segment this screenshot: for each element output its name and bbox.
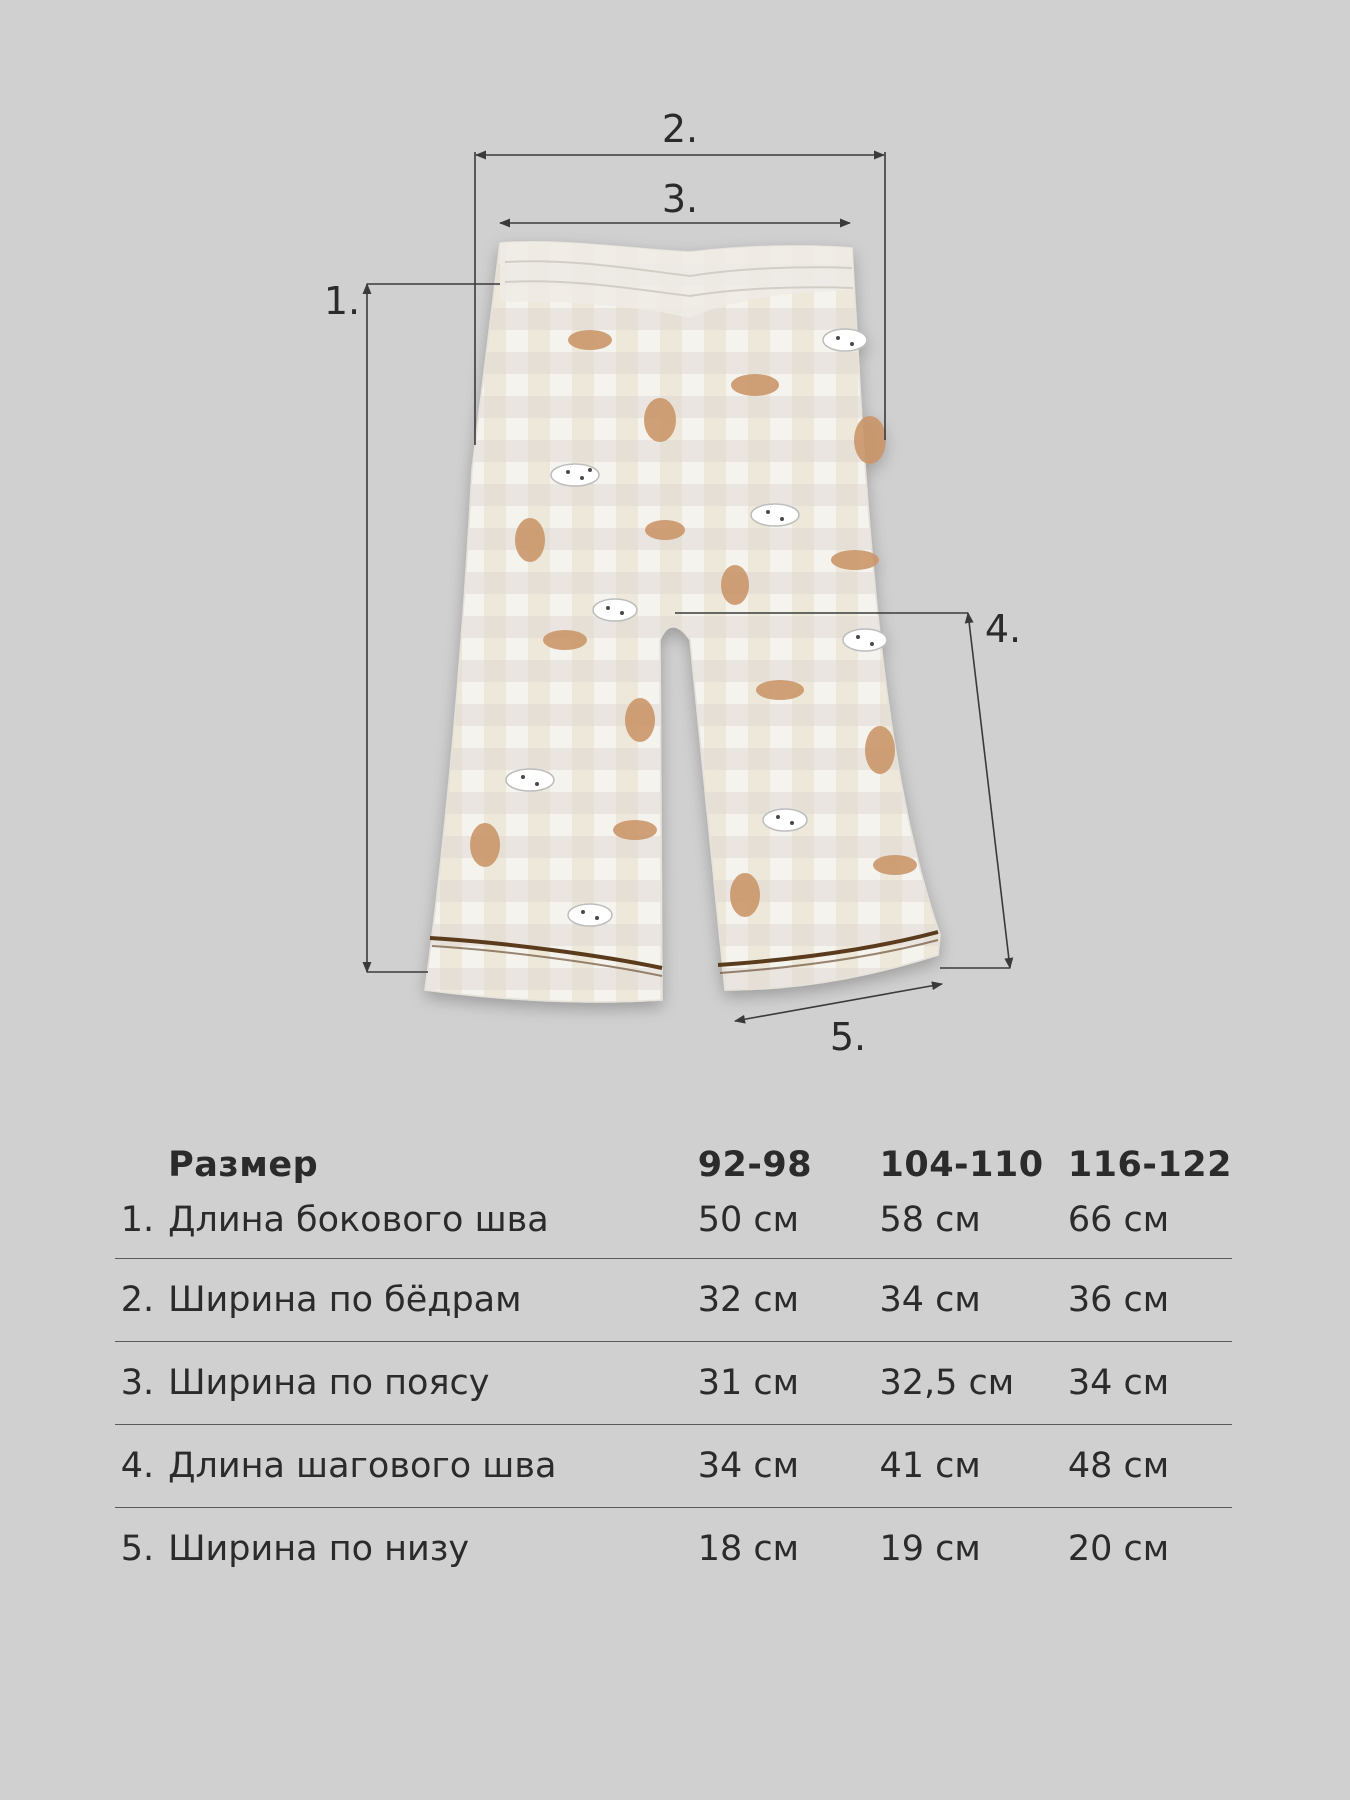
table-row xyxy=(115,1424,1232,1507)
measurement-value: 18 см xyxy=(698,1507,880,1590)
dimension-label-4: 4. xyxy=(984,607,1022,651)
measurement-value: 58 см xyxy=(879,1200,981,1240)
header-size-104-110: 104-110 xyxy=(879,1145,1044,1185)
row-number: 1. xyxy=(120,1200,155,1240)
measurement-value: 31 см xyxy=(698,1341,880,1424)
measurement-value: 66 см xyxy=(1067,1200,1170,1240)
measurement-name: Ширина по поясу xyxy=(168,1341,698,1424)
measurement-value: 36 см xyxy=(1068,1258,1232,1341)
measurement-value: 32 см xyxy=(698,1258,880,1341)
table-row xyxy=(115,1200,1232,1258)
measurement-value: 19 см xyxy=(879,1507,1067,1590)
header-spacer xyxy=(115,1130,168,1200)
measurement-value: 50 см xyxy=(697,1200,800,1240)
table-row xyxy=(115,1258,1232,1341)
measurement-name: Ширина по низу xyxy=(168,1507,698,1590)
measurement-value: 34 см xyxy=(879,1258,1067,1341)
dimension-3-waist-width xyxy=(500,177,850,223)
measurement-name: Длина шагового шва xyxy=(168,1424,698,1507)
size-header-row xyxy=(115,1130,1232,1200)
measurement-value: 20 см xyxy=(1068,1507,1232,1590)
row-number: 5. xyxy=(120,1528,155,1569)
measurement-value: 48 см xyxy=(1068,1424,1232,1507)
dimension-label-1: 1. xyxy=(323,279,361,323)
table-row xyxy=(115,1507,1232,1590)
measurement-value: 41 см xyxy=(879,1424,1067,1507)
row-number: 2. xyxy=(120,1279,155,1320)
pants-body xyxy=(425,242,940,1002)
table-row xyxy=(115,1341,1232,1424)
measurement-name: Длина бокового шва xyxy=(168,1200,549,1240)
measurement-value: 34 см xyxy=(698,1424,880,1507)
dimension-5-hem-width xyxy=(735,984,942,1059)
dimension-label-5: 5. xyxy=(829,1015,867,1059)
size-chart-table xyxy=(115,1130,1232,1590)
header-size-92-98: 92-98 xyxy=(697,1145,813,1185)
row-number: 3. xyxy=(120,1362,155,1403)
pants-illustration xyxy=(425,242,940,1002)
dimension-label-2: 2. xyxy=(661,107,699,151)
measurement-value: 32,5 см xyxy=(879,1341,1067,1424)
header-size-label: Размер xyxy=(168,1145,319,1185)
measurement-value: 34 см xyxy=(1068,1341,1232,1424)
header-size-116-122: 116-122 xyxy=(1067,1145,1232,1185)
measurement-name: Ширина по бёдрам xyxy=(168,1258,698,1341)
row-number: 4. xyxy=(120,1445,155,1486)
dimension-label-3: 3. xyxy=(661,177,699,221)
